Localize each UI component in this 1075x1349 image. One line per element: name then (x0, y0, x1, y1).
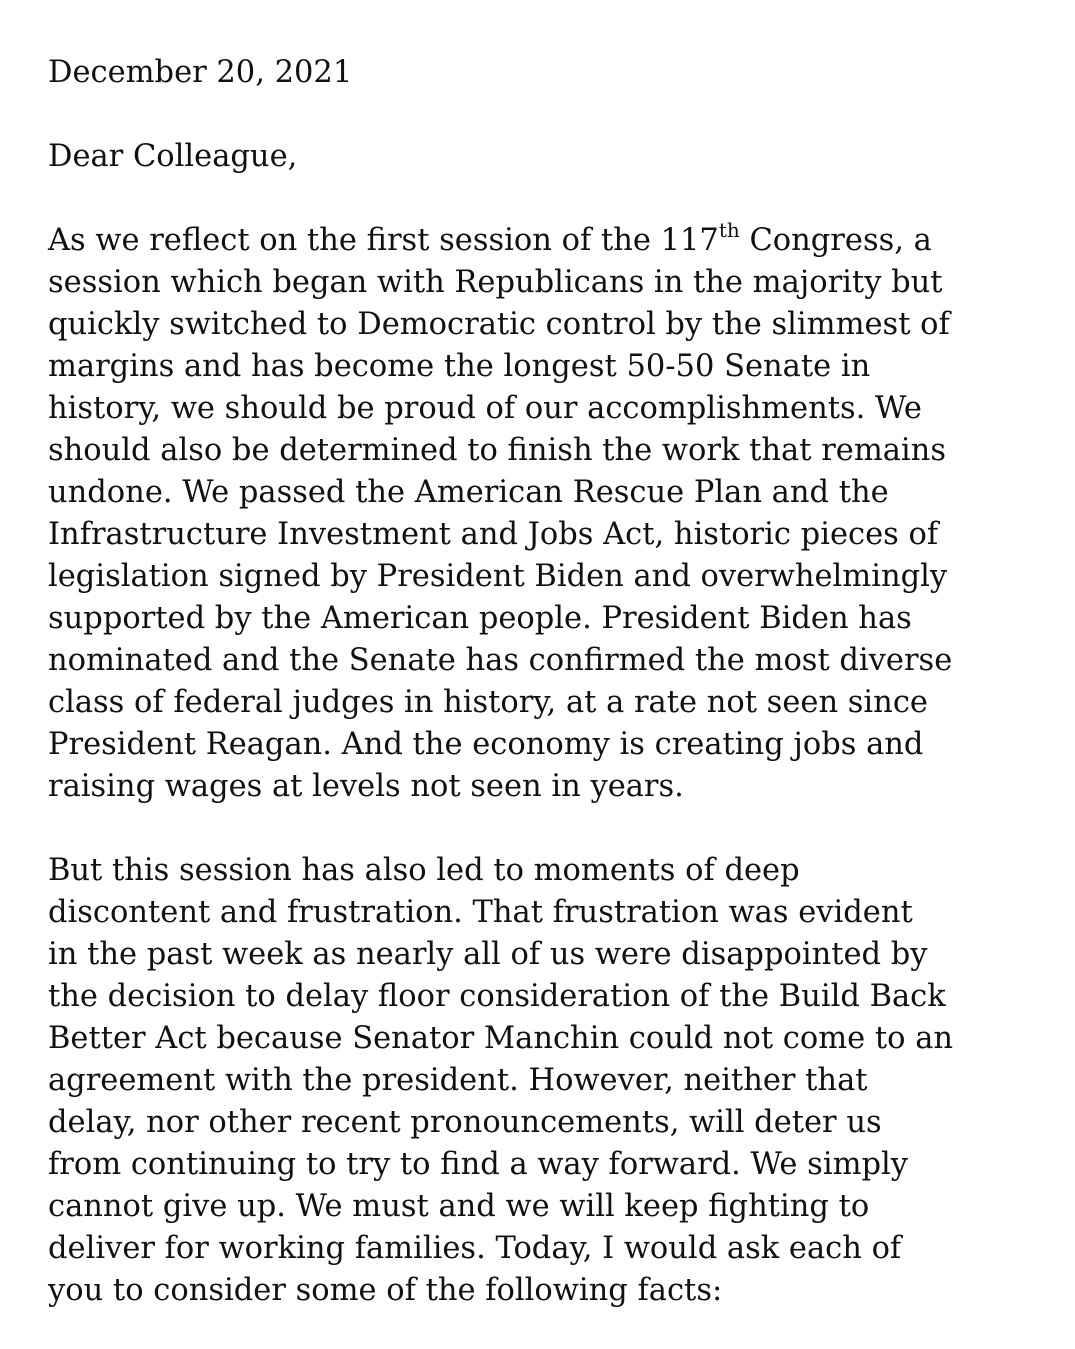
paragraph-line: Infrastructure Investment and Jobs Act, historic pieces of (48, 517, 939, 552)
paragraph-line: margins and has become the longest 50-50 Senate in (48, 349, 871, 384)
spacer (48, 808, 1058, 850)
text-segment: As we reflect on the first session of the 117 (48, 223, 719, 258)
paragraph-line: the decision to delay floor consideration of the Build Back (48, 979, 946, 1014)
paragraph-line: in the past week as nearly all of us were disappointed by (48, 937, 928, 972)
paragraph-line: supported by the American people. President Biden has (48, 601, 912, 636)
paragraph-line: But this session has also led to moments of deep (48, 853, 800, 888)
paragraph-line: raising wages at levels not seen in years. (48, 769, 684, 804)
paragraph-line: delay, nor other recent pronouncements, will deter us (48, 1105, 882, 1140)
text-segment: Congress, a (739, 223, 932, 258)
paragraph-line: history, we should be proud of our accomplishments. We (48, 391, 922, 426)
paragraph-line: President Reagan. And the economy is creating jobs and (48, 727, 924, 762)
paragraph-1 (48, 220, 1058, 808)
paragraph-line: deliver for working families. Today, I would ask each of (48, 1231, 902, 1266)
paragraph-line: from continuing to try to find a way forward. We simply (48, 1147, 909, 1182)
paragraph-line: session which began with Republicans in the majority but (48, 265, 943, 300)
paragraph-line: cannot give up. We must and we will keep fighting to (48, 1189, 870, 1224)
letter-body (48, 52, 1058, 1312)
paragraph-line: discontent and frustration. That frustration was evident (48, 895, 913, 930)
paragraph-line (48, 220, 1058, 262)
paragraph-line: legislation signed by President Biden and overwhelmingly (48, 559, 948, 594)
paragraph-line: agreement with the president. However, neither that (48, 1063, 868, 1098)
paragraph-line: undone. We passed the American Rescue Plan and the (48, 475, 889, 510)
spacer (48, 178, 1058, 220)
salutation: Dear Colleague, (48, 139, 298, 174)
ordinal-superscript: th (718, 218, 740, 242)
paragraph-2 (48, 850, 1058, 1312)
spacer (48, 94, 1058, 136)
letter-date: December 20, 2021 (48, 55, 353, 90)
paragraph-line: should also be determined to finish the work that remains (48, 433, 946, 468)
paragraph-line: nominated and the Senate has confirmed the most diverse (48, 643, 953, 678)
paragraph-line: class of federal judges in history, at a rate not seen since (48, 685, 928, 720)
paragraph-line: you to consider some of the following facts: (48, 1273, 723, 1308)
paragraph-line: Better Act because Senator Manchin could not come to an (48, 1021, 954, 1056)
paragraph-line: quickly switched to Democratic control by the slimmest of (48, 307, 950, 342)
